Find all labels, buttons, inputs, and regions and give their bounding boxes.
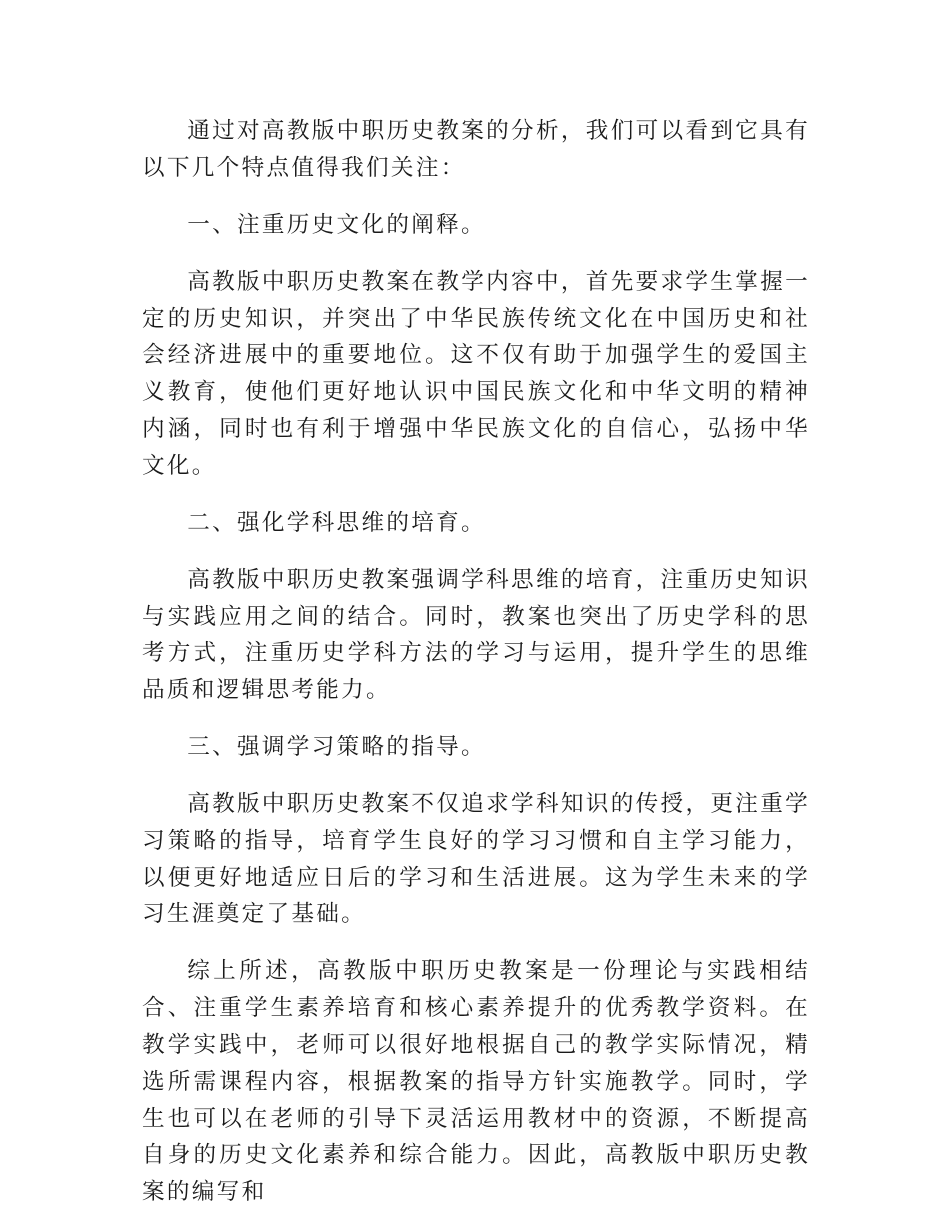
paragraph-section-1: 高教版中职历史教案在教学内容中，首先要求学生掌握一定的历史知识，并突出了中华民族传统文化在中国历史和社会经济进展中的重要地位。这不仅有助于加强学生的爱国主义教育，使他们更好地认识中国民族文化和中华文明的精神内涵，同时也有利于增强中华民族文化的自信心，弘扬中华文化。 [142, 268, 810, 479]
paragraph-conclusion: 综上所述，高教版中职历史教案是一份理论与实践相结合、注重学生素养培育和核心素养提升的优秀教学资料。在教学实践中，老师可以很好地根据自己的教学实际情况，精选所需课程内容，根据教案的指导方针实施教学。同时，学生也可以在老师的引导下灵活运用教材中的资源，不断提高自身的历史文化素养和综合能力。因此，高教版中职历史教案的编写和 [142, 958, 810, 1206]
paragraph-intro: 通过对高教版中职历史教案的分析，我们可以看到它具有以下几个特点值得我们关注： [142, 118, 810, 181]
document-body [142, 113, 810, 1231]
section-heading-1: 一、注重历史文化的阐释。 [187, 211, 486, 238]
section-heading-3: 三、强调学习策略的指导。 [187, 734, 486, 761]
section-heading-2: 二、强化学科思维的培育。 [187, 509, 486, 536]
paragraph-section-2: 高教版中职历史教案强调学科思维的培育，注重历史知识与实践应用之间的结合。同时，教案也突出了历史学科的思考方式，注重历史学科方法的学习与运用，提升学生的思维品质和逻辑思考能力。 [142, 566, 810, 704]
paragraph-section-3: 高教版中职历史教案不仅追求学科知识的传授，更注重学习策略的指导，培育学生良好的学习习惯和自主学习能力，以便更好地适应日后的学习和生活进展。这为学生未来的学习生涯奠定了基础。 [142, 791, 810, 928]
